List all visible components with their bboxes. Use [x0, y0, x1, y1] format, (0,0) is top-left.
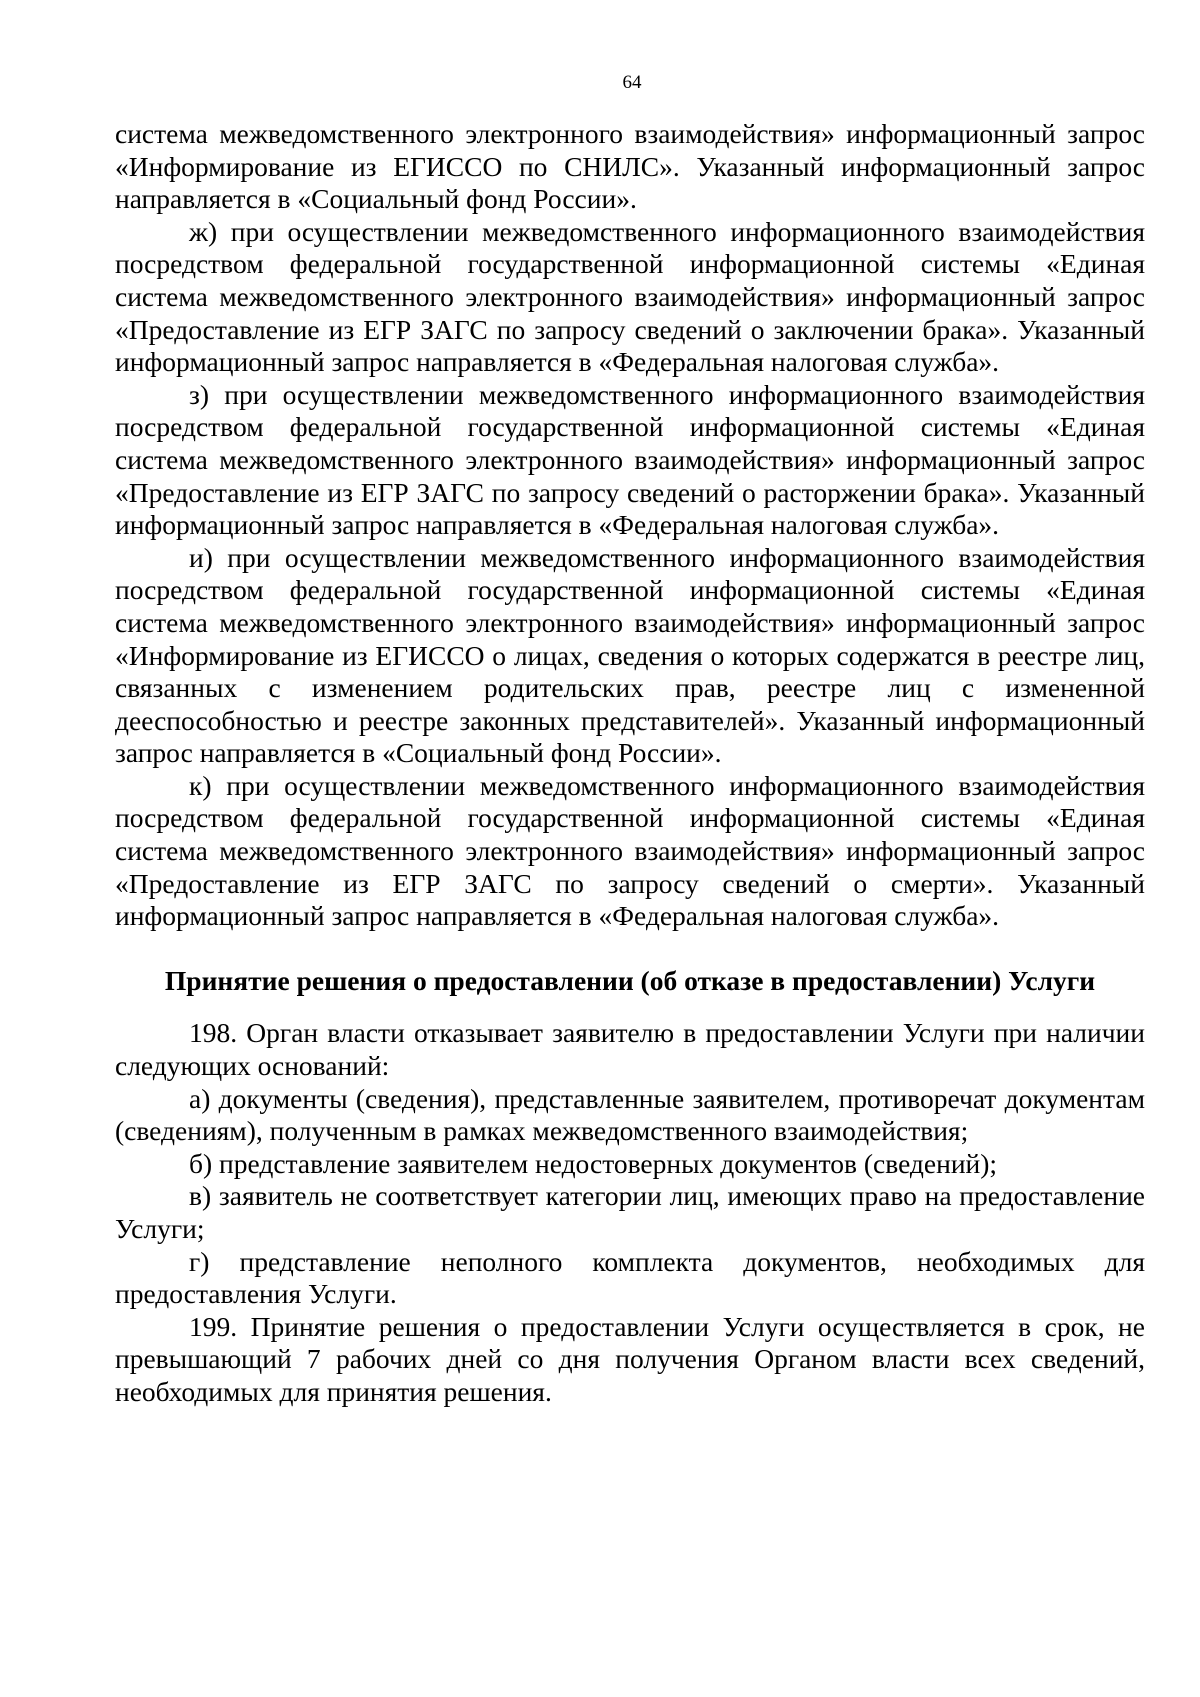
paragraph-item-g: г) представление неполного комплекта документов, необходимых для предоставления Услуги. — [115, 1245, 1145, 1310]
paragraph-199: 199. Принятие решения о предоставлении Услуги осуществляется в срок, не превышающий 7 рабочих дней со дня получения Органом власти всех сведений, необходимых для принятия решения. — [115, 1310, 1145, 1407]
paragraph-item-v: в) заявитель не соответствует категории лиц, имеющих право на предоставление Услуги; — [115, 1180, 1145, 1244]
page-number: 64 — [622, 72, 642, 93]
paragraph-item-b: б) представление заявителем недостоверных документов (сведений); — [189, 1147, 998, 1179]
document-body — [115, 118, 1145, 1409]
paragraph-198: 198. Орган власти отказывает заявителю в предоставлении Услуги при наличии следующих оснований: — [115, 1017, 1145, 1082]
paragraph-item-k: к) при осуществлении межведомственного информационного взаимодействия посредством федеральной государственной информационной системы «Единая система межведомственного электронного взаимодействия» информационный запрос «Предоставление из ЕГР ЗАГС по запросу сведений о смерти». Указанный информационный запрос направляется в «Федеральная налоговая служба». — [115, 769, 1145, 932]
paragraph-item-a: а) документы (сведения), представленные заявителем, противоречат документам (сведениям), полученным в рамках межведомственного взаимодействия; — [115, 1082, 1145, 1147]
paragraph-continuation: система межведомственного электронного взаимодействия» информационный запрос «Информирование из ЕГИССО по СНИЛС». Указанный информационный запрос направляется в «Социальный фонд России». — [115, 118, 1145, 215]
paragraph-item-z: з) при осуществлении межведомственного информационного взаимодействия посредством федеральной государственной информационной системы «Единая система межведомственного электронного взаимодействия» информационный запрос «Предоставление из ЕГР ЗАГС по запросу сведений о расторжении брака». Указанный информационный запрос направляется в «Федеральная налоговая служба». — [115, 378, 1145, 541]
paragraph-item-i: и) при осуществлении межведомственного информационного взаимодействия посредством федеральной государственной информационной системы «Единая система межведомственного электронного взаимодействия» информационный запрос «Информирование из ЕГИССО о лицах, сведения о которых содержатся в реестре лиц, связанных с изменением родительских прав, реестре лиц с измененной дееспособностью и реестре законных представителей». Указанный информационный запрос направляется в «Социальный фонд России». — [115, 541, 1145, 769]
section-heading: Принятие решения о предоставлении (об отказе в предоставлении) Услуги — [164, 964, 1096, 996]
paragraph-item-zh: ж) при осуществлении межведомственного информационного взаимодействия посредством федеральной государственной информационной системы «Единая система межведомственного электронного взаимодействия» информационный запрос «Предоставление из ЕГР ЗАГС по запросу сведений о заключении брака». Указанный информационный запрос направляется в «Федеральная налоговая служба». — [115, 215, 1145, 378]
